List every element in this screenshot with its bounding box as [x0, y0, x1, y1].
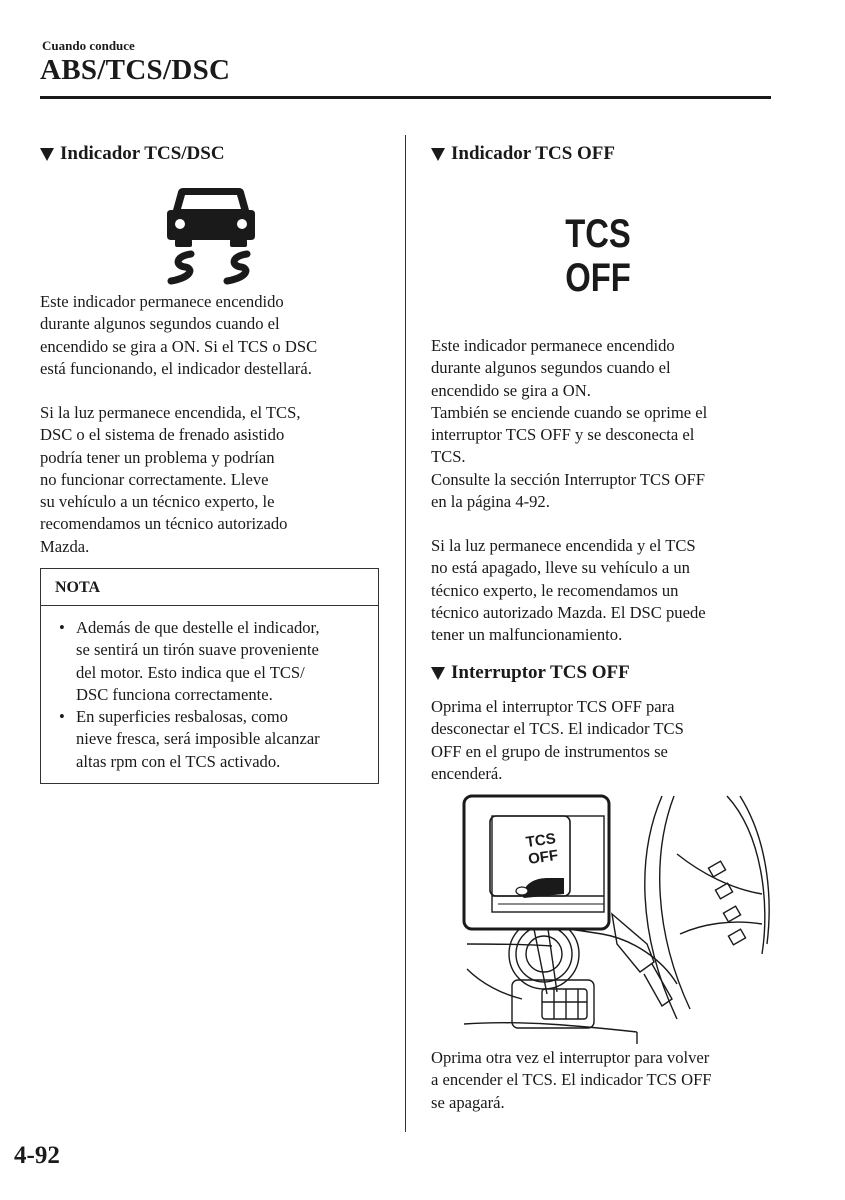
text-line: se apagará.: [431, 1092, 505, 1112]
text-line: encendido se gira a ON.: [431, 380, 591, 400]
text-line: recomendamos un técnico autorizado: [40, 514, 288, 534]
right-paragraph-2: [431, 535, 771, 646]
left-paragraph-1: [40, 291, 390, 380]
section-label: Cuando conduce: [42, 38, 135, 53]
text-line: su vehículo a un técnico experto, le: [40, 492, 275, 512]
indicator-text: OFF: [565, 256, 631, 300]
text-line: Este indicador permanece encendido: [40, 292, 284, 311]
left-paragraph-2: [40, 402, 390, 558]
text-line: nieve fresca, será imposible alcanzar: [76, 729, 320, 749]
text-line: técnico autorizado Mazda. El DSC puede: [431, 602, 706, 622]
heading-tcs-off-switch: Interruptor TCS OFF: [431, 662, 630, 684]
page-number: 4-92: [14, 1142, 60, 1169]
text-line: altas rpm con el TCS activado.: [76, 751, 281, 771]
text-line: a encender el TCS. El indicador TCS OFF: [431, 1070, 712, 1090]
bullet: •: [59, 707, 65, 727]
text-line: está funcionando, el indicador destellará.: [40, 358, 312, 378]
text-line: También se enciende cuando se oprime el: [431, 402, 708, 422]
text-line: del motor. Esto indica que el TCS/: [76, 662, 305, 682]
heading-tcs-dsc-indicator: Indicador TCS/DSC: [40, 143, 225, 165]
text-line: en la página 4-92.: [431, 492, 550, 512]
text-line: En superficies resbalosas, como: [76, 707, 288, 727]
switch-label-text: OFF: [527, 846, 560, 868]
text-line: Consulte la sección Interruptor TCS OFF: [431, 469, 705, 489]
text-line: DSC funciona correctamente.: [76, 684, 273, 704]
text-line: se sentirá un tirón suave proveniente: [76, 640, 319, 660]
text-line: TCS.: [431, 447, 466, 467]
text-line: OFF en el grupo de instrumentos se: [431, 741, 668, 761]
text-line: no funcionar correctamente. Lleve: [40, 469, 269, 489]
text-line: Si la luz permanece encendida y el TCS: [431, 536, 696, 555]
text-line: encendido se gira a ON. Si el TCS o DSC: [40, 336, 318, 356]
bullet: •: [59, 618, 65, 637]
indicator-text: TCS: [565, 212, 631, 256]
note-item: [59, 706, 368, 773]
tcs-dsc-warning-icon: [165, 184, 257, 286]
note-list: [41, 606, 378, 773]
title-rule: [40, 96, 771, 99]
triangle-marker-icon: [431, 667, 445, 680]
text-line: técnico experto, le recomendamos un: [431, 580, 679, 600]
text-line: Oprima el interruptor TCS OFF para: [431, 697, 675, 716]
heading-tcs-off-indicator: Indicador TCS OFF: [431, 143, 615, 165]
right-paragraph-1: [431, 335, 771, 513]
text-line: durante algunos segundos cuando el: [431, 358, 671, 378]
triangle-marker-icon: [431, 148, 445, 161]
text-line: Oprima otra vez el interruptor para volver: [431, 1048, 710, 1067]
text-line: Además de que destelle el indicador,: [76, 618, 320, 637]
triangle-marker-icon: [40, 148, 54, 161]
text-line: Si la luz permanece encendida, el TCS,: [40, 403, 301, 422]
tcs-off-switch-illustration: [462, 794, 772, 1044]
text-line: tener un malfuncionamiento.: [431, 625, 623, 645]
note-item: [59, 617, 368, 706]
column-divider: [405, 135, 406, 1132]
text-line: encenderá.: [431, 763, 503, 783]
right-paragraph-4: [431, 1047, 776, 1114]
text-line: durante algunos segundos cuando el: [40, 314, 280, 334]
text-line: desconectar el TCS. El indicador TCS: [431, 719, 684, 739]
text-line: no está apagado, lleve su vehículo a un: [431, 558, 690, 578]
text-line: Este indicador permanece encendido: [431, 336, 675, 355]
text-line: podría tener un problema y podrían: [40, 447, 275, 467]
note-box: [40, 568, 379, 784]
switch-label-text: TCS: [524, 830, 557, 852]
tcs-off-indicator-icon: [557, 212, 639, 300]
note-title: NOTA: [41, 569, 378, 606]
text-line: Mazda.: [40, 536, 90, 556]
page-title: ABS/TCS/DSC: [40, 54, 231, 86]
right-paragraph-3: [431, 696, 771, 785]
text-line: DSC o el sistema de frenado asistido: [40, 425, 285, 445]
text-line: interruptor TCS OFF y se desconecta el: [431, 425, 695, 445]
